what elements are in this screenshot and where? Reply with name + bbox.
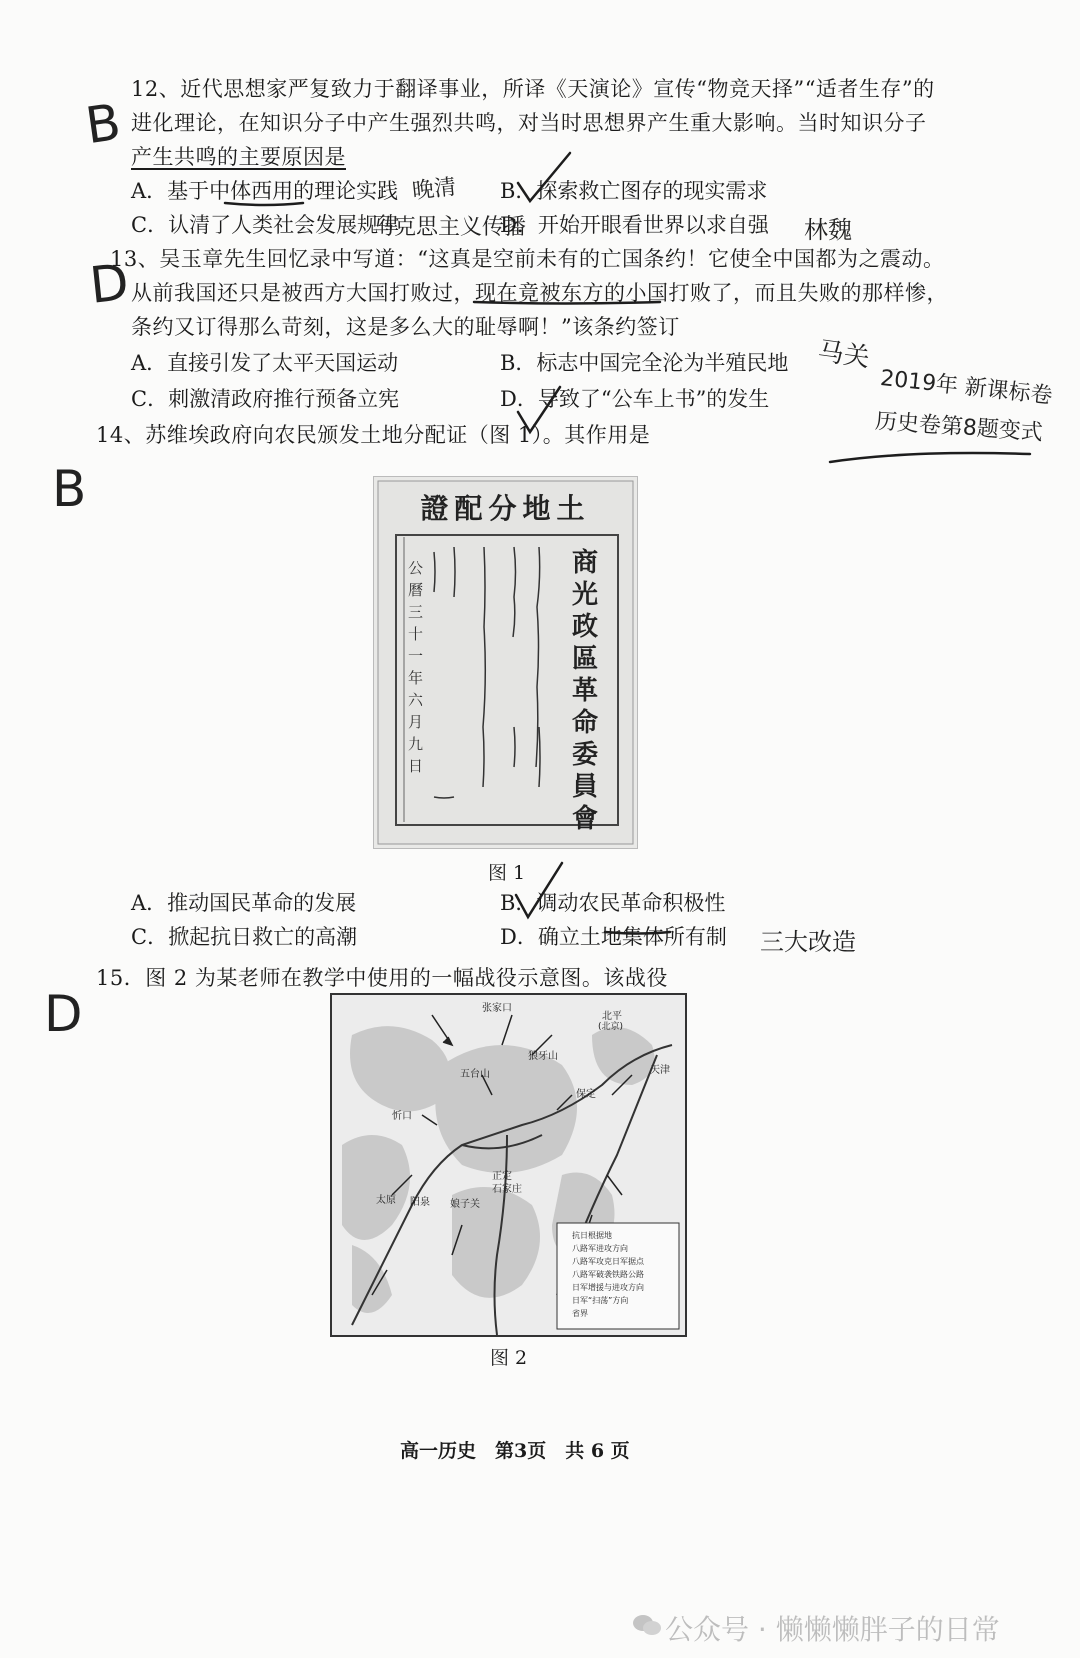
handwritten-note-q12a: 晚清 <box>411 174 458 205</box>
map-label-tianjin: 天津 <box>650 1065 670 1076</box>
q14-option-b: B．调动农民革命积极性 <box>500 891 726 915</box>
handwritten-answer-14: B <box>52 460 87 518</box>
legend-item: 抗日根据地 <box>572 1231 612 1240</box>
map-label-zhengding: 正定 <box>492 1171 512 1182</box>
legend-item: 日军增援与进攻方向 <box>572 1283 644 1292</box>
q13-stem-line2: 从前我国还只是被西方大国打败过，现在竟被东方的小国打败了，而且失败的那样惨， <box>131 281 948 305</box>
q14-option-d: D．确立土地集体所有制 <box>500 925 727 949</box>
q14-stem: 14、苏维埃政府向农民颁发土地分配证（图 1）。其作用是 <box>96 423 651 447</box>
q13-stem-line3: 条约又订得那么苛刻，这是多么大的耻辱啊！”该条约签订 <box>131 315 680 339</box>
figure1-caption: 图 1 <box>488 862 526 884</box>
q12-stem-line3: 产生共鸣的主要原因是 <box>131 145 346 169</box>
q12-option-a: A．基于中体西用的理论实践 <box>131 179 399 203</box>
battle-map <box>330 993 687 1337</box>
handwritten-note-q13b: 2019年 新课标卷 <box>878 366 1054 409</box>
q12-option-c: C．认清了人类社会发展规律 <box>131 213 400 237</box>
q12-stem-line2: 进化理论，在知识分子中产生强烈共鸣，对当时思想界产生重大影响。当时知识分子 <box>131 111 927 135</box>
map-label-taiyuan: 太原 <box>376 1195 396 1206</box>
q12-stem-line1: 12、近代思想家严复致力于翻译事业，所译《天演论》宣传“物竞天择”“适者生存”的 <box>131 77 935 101</box>
map-label-yangquan: 阳泉 <box>410 1197 430 1208</box>
handwritten-note-q13a: 马关 <box>815 336 872 374</box>
map-label-baoding: 保定 <box>576 1089 596 1100</box>
q13-option-c: C．刺激清政府推行预备立宪 <box>131 387 400 411</box>
page-footer: 高一历史 第3页 共 6 页 <box>400 1440 630 1462</box>
handwritten-note-q12c: 马克思主义传播 <box>372 215 527 240</box>
map-label-xinkou: 忻口 <box>392 1111 412 1122</box>
legend-item: 八路军破袭铁路公路 <box>572 1270 644 1279</box>
note-underline-q13 <box>830 453 1030 462</box>
q15-stem: 15．图 2 为某老师在教学中使用的一幅战役示意图。该战役 <box>96 966 668 990</box>
legend-item: 八路军进攻方向 <box>572 1244 628 1253</box>
legend-item: 日军“扫荡”方向 <box>572 1296 629 1305</box>
land-certificate-image <box>373 476 638 849</box>
q13-option-b: B．标志中国完全沦为半殖民地 <box>500 351 789 375</box>
map-label-zhangjiakou: 张家口 <box>482 1003 512 1014</box>
certificate-header: 證配分地土 <box>420 492 591 525</box>
map-label-langyashan: 狼牙山 <box>528 1051 558 1062</box>
certificate-handwriting <box>374 477 637 848</box>
handwritten-answer-15: D <box>44 985 83 1043</box>
handwritten-answer-12: B <box>82 92 125 156</box>
handwritten-note-q12d: 林魏 <box>804 216 852 244</box>
legend-item: 八路军攻克日军据点 <box>572 1257 644 1266</box>
handwritten-note-q13c: 历史卷第8题变式 <box>874 409 1044 446</box>
q14-option-a: A．推动国民革命的发展 <box>131 891 357 915</box>
handwritten-note-q14: 三大改造 <box>760 928 856 956</box>
map-label-beiping-sub: (北京) <box>598 1022 624 1032</box>
map-label-beiping: 北平 <box>602 1011 622 1022</box>
legend-item: 省界 <box>572 1309 588 1318</box>
q12-option-b: B．探索救亡图存的现实需求 <box>500 179 768 203</box>
map-label-niangziguan: 娘子关 <box>450 1199 480 1210</box>
certificate-issuer: 商光政區革命委員會 <box>572 548 599 834</box>
watermark-text: 公众号 · 懒懒懒胖子的日常 <box>665 1613 1000 1646</box>
handwritten-answer-13: D <box>87 253 132 315</box>
q13-option-a: A．直接引发了太平天国运动 <box>131 351 399 375</box>
map-label-shijiazhuang: 石家庄 <box>492 1184 522 1195</box>
q14-option-c: C．掀起抗日救亡的高潮 <box>131 925 358 949</box>
map-label-wutaishan: 五台山 <box>460 1069 490 1080</box>
q13-stem-line1: 13、吴玉章先生回忆录中写道：“这真是空前未有的亡国条约！它使全中国都为之震动。 <box>110 247 945 271</box>
certificate-date: 公曆三十一年六月九日 <box>408 559 424 775</box>
q12-option-d: D．开始开眼看世界以求自强 <box>500 213 769 237</box>
figure2-caption: 图 2 <box>490 1347 528 1369</box>
map-legend <box>572 1229 676 1320</box>
wechat-icon <box>632 1612 662 1638</box>
q13-option-d: D．导致了“公车上书”的发生 <box>500 387 770 411</box>
